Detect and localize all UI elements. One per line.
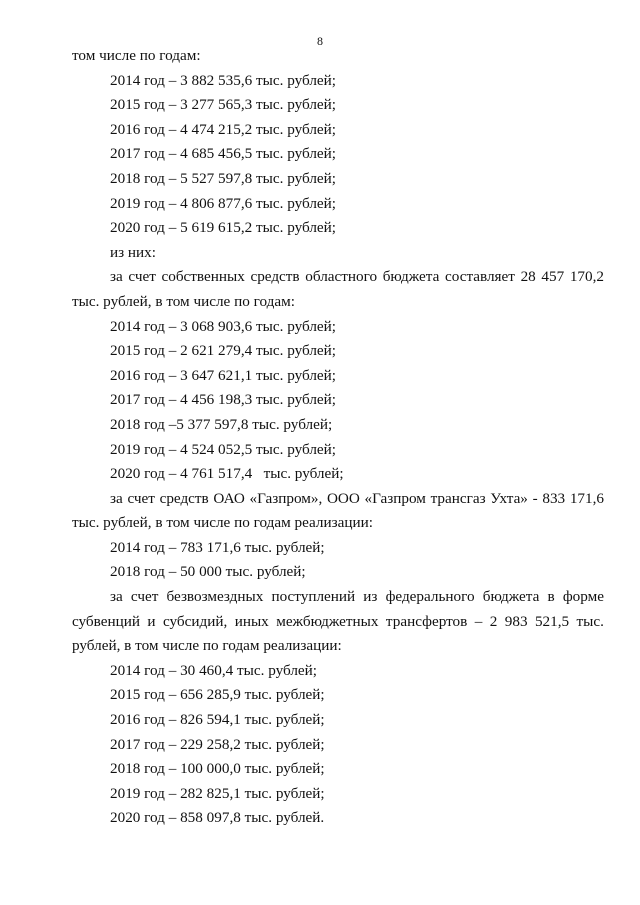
year-amount-line: 2020 год – 5 619 615,2 тыс. рублей; [110,219,337,237]
year-amount-line: 2016 год – 3 647 621,1 тыс. рублей; [110,366,337,384]
year-amount-line: 2014 год – 3 882 535,6 тыс. рублей; [110,71,337,89]
year-amount-line: 2018 год – 5 527 597,8 тыс. рублей; [110,169,337,187]
year-amount-line: 2015 год – 656 285,9 тыс. рублей; [110,686,325,704]
year-amount-line: 2014 год – 30 460,4 тыс. рублей; [110,661,318,679]
year-amount-line: 2014 год – 783 171,6 тыс. рублей; [110,538,325,556]
text-line: субвенций и субсидий, иных межбюджетных трансфертов – 2 983 521,5 тыс. [72,612,604,630]
year-amount-line: 2017 год – 229 258,2 тыс. рублей; [110,735,325,753]
year-amount-line: 2019 год – 282 825,1 тыс. рублей; [110,784,325,802]
page-number: 8 [317,34,323,48]
year-amount-line: 2015 год – 2 621 279,4 тыс. рублей; [110,342,337,360]
year-amount-line: 2015 год – 3 277 565,3 тыс. рублей; [110,96,337,114]
text-line: за счет безвозмездных поступлений из федерального бюджета в форме [110,588,604,606]
text-line: за счет собственных средств областного бюджета составляет 28 457 170,2 [110,268,604,286]
year-amount-line: 2016 год – 4 474 215,2 тыс. рублей; [110,120,337,138]
text-line: из них: [110,243,156,261]
year-amount-line: 2016 год – 826 594,1 тыс. рублей; [110,711,325,729]
year-amount-line: 2014 год – 3 068 903,6 тыс. рублей; [110,317,337,335]
year-amount-line: 2017 год – 4 685 456,5 тыс. рублей; [110,145,337,163]
text-line: том числе по годам: [72,47,201,64]
year-amount-line: 2018 год – 100 000,0 тыс. рублей; [110,760,325,778]
year-amount-line: 2018 год – 50 000 тыс. рублей; [110,563,306,581]
text-line: тыс. рублей, в том числе по годам: [72,292,295,310]
document-body [72,44,604,831]
year-amount-line: 2019 год – 4 524 052,5 тыс. рублей; [110,440,337,458]
year-amount-line: 2017 год – 4 456 198,3 тыс. рублей; [110,391,337,409]
year-amount-line: 2018 год –5 377 597,8 тыс. рублей; [110,415,333,433]
year-amount-line: 2020 год – 858 097,8 тыс. рублей. [110,809,325,827]
text-line: за счет средств ОАО «Газпром», ООО «Газпром трансгаз Ухта» - 833 171,6 [110,489,604,507]
text-line: рублей, в том числе по годам реализации: [72,637,342,655]
year-amount-line: 2019 год – 4 806 877,6 тыс. рублей; [110,194,337,212]
year-amount-line: 2020 год – 4 761 517,4 тыс. рублей; [110,465,344,483]
text-line: тыс. рублей, в том числе по годам реализации: [72,514,373,532]
